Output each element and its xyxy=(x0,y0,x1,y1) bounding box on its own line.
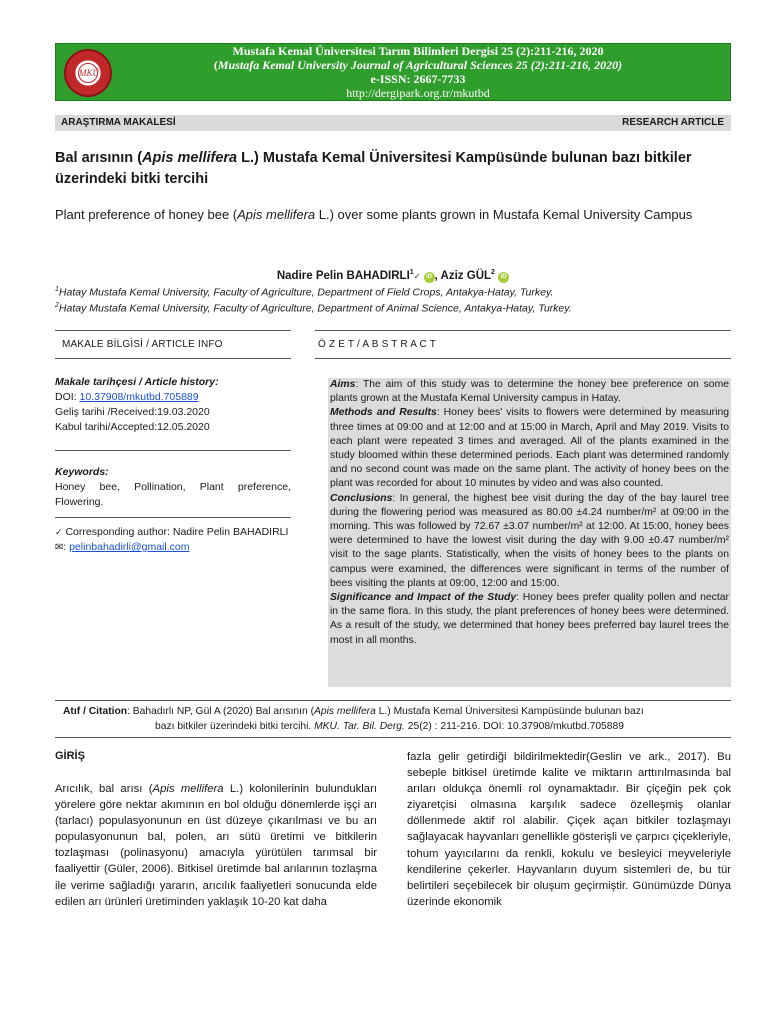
author-name: , Aziz GÜL xyxy=(434,269,492,282)
divider xyxy=(55,700,731,701)
divider xyxy=(55,358,291,359)
abstract-aims: Aims: The aim of this study was to determine the honey bee preference on some plants grown at the Mustafa Kemal University campus in Hatay. xyxy=(330,379,729,405)
history-label: Makale tarihçesi / Article history: xyxy=(55,376,219,388)
abstract-significance: Significance and Impact of the Study: Honey bees prefer quality pollen and nectar in the same flora. In this study, the plant preferences of honey bees were determined. As a result of the study, we determined that honey bees preferred bay laurel trees the most in all months. xyxy=(330,592,729,646)
university-logo: MKÜ xyxy=(64,49,112,97)
title-turkish: Bal arısının (Apis mellifera L.) Mustafa Kemal Üniversitesi Kampüsünde bulunan bazı bitkiler üzerindeki bitki tercihi xyxy=(55,150,692,187)
keywords-label: Keywords: xyxy=(55,466,109,478)
corresponding-author: Corresponding author: Nadire Pelin BAHADIRLI xyxy=(65,526,289,538)
email-link[interactable]: pelinbahadirli@gmail.com xyxy=(69,541,190,553)
journal-issn: e-ISSN: 2667-7733 xyxy=(370,72,466,86)
author-list: Nadire Pelin BAHADIRLI$^1$✓ iD , Aziz GÜL$^2$ iD xyxy=(55,265,731,285)
keywords: Honey bee, Pollination, Plant preference, Flowering. xyxy=(55,481,291,508)
section-heading-introduction: GİRİŞ xyxy=(55,750,85,762)
abstract-methods: Methods and Results: Honey bees' visits to flowers were determined by measuring three times at 09:00 and at 12:00 and at 15:00 in March, April and May 2019. Visits to each plant were repeated 3 times and averaged. All of the plants examined in the study bloomed within these determined periods. Each plant was determined randomly and no second count was made on the same plant. The activity of honey bees on the plant was recorded for about 10 minutes by video and was also counted. xyxy=(330,407,729,490)
orcid-icon[interactable]: iD xyxy=(498,272,509,283)
doi-link[interactable]: 10.37908/mkutbd.705889 xyxy=(79,391,199,403)
affiliation-1: $^1$Hatay Mustafa Kemal University, Faculty of Agriculture, Department of Field Crops, Antakya-Hatay, Turkey. xyxy=(55,286,554,299)
accepted-date: Kabul tarihi/Accepted:12.05.2020 xyxy=(55,421,210,433)
citation: Atıf / Citation: Bahadırlı NP, Gül A (2020) Bal arısının (Apis mellifera L.) Mustafa Kemal Üniversitesi Kampüsünde bulunan bazı bazı bitkiler üzerindeki bitki tercihi. MKU. Tar. Bil. Derg. 25(2) : 211-216. DOI: 10.37908/mkutbd.705889 xyxy=(63,706,644,732)
body-paragraph-left: Arıcılık, bal arısı (Apis mellifera L.) kolonilerinin bulundukları yörelere göre nektar akımının en bol olduğu dönemlerde işçi arı (tarlacı) populasyonunun en üst düzeye çıkarılması ve bu arı populasyonunun bal, polen, arı sütü üretimi ve bitkilerin tozlaşması (polinasyonu) amacıyla yürütülen tarımsal bir faaliyettir (Güler, 2006). Bitkisel üretimde bal arılarının tozlaşma ile verime sağladığı yararın, arıcılık faaliyetleri sonucunda elde edilen arı ürünleri üretiminden yaklaşık 10-20 kat daha xyxy=(55,783,377,908)
correspondence-block xyxy=(55,525,291,555)
article-type-tr: ARAŞTIRMA MAKALESİ xyxy=(61,117,176,128)
divider xyxy=(55,517,291,518)
journal-header-banner xyxy=(55,43,731,101)
title-english: Plant preference of honey bee (Apis mellifera L.) over some plants grown in Mustafa Kemal University Campus xyxy=(55,207,693,222)
orcid-icon[interactable]: iD xyxy=(424,272,435,283)
envelope-icon: ✉: xyxy=(55,542,67,553)
author-name: Nadire Pelin BAHADIRLI xyxy=(276,269,410,282)
article-info: Makale tarihçesi / Article history: DOI: 10.37908/mkutbd.705889 Geliş tarihi /Received:19.03.2020 Kabul tarihi/Accepted:12.05.2020 xyxy=(55,375,291,435)
affiliation-2: $^2$Hatay Mustafa Kemal University, Faculty of Agriculture, Department of Animal Science, Antakya-Hatay, Turkey. xyxy=(55,302,572,315)
abstract-conclusions: Conclusions: In general, the highest bee visit during the day of the bay laurel tree during the flowering period was measured as 80.00 ±4.24 number/m² at 09:00 in the morning. This was followed by 72.67 ±3.07 number/m² at 12:00. At 15:00, honey bees were determined to have the lowest visit during the day with 9.00 ±0.47 number/m² visit to the sage plants. Statistically, when the visits of honey bees to the plants on campus were examined, the differences were significant in terms of the number of bees visiting the plants at 09:00, 12:00 and 15:00. xyxy=(330,492,729,589)
keywords-block xyxy=(55,465,291,510)
divider xyxy=(315,330,731,331)
journal-title-en: (Mustafa Kemal University Journal of Agricultural Sciences 25 (2):211-216, 2020) xyxy=(213,58,623,72)
pen-icon: ✓ xyxy=(55,527,63,537)
divider xyxy=(315,358,731,359)
abstract-heading: Ö Z E T / A B S T R A C T xyxy=(318,339,437,350)
received-date: Geliş tarihi /Received:19.03.2020 xyxy=(55,406,210,418)
divider xyxy=(55,450,291,451)
article-info-heading: MAKALE BİLGİSİ / ARTICLE INFO xyxy=(62,339,223,350)
divider xyxy=(55,330,291,331)
divider xyxy=(55,737,731,738)
article-type-bar xyxy=(55,115,731,131)
journal-title-tr: Mustafa Kemal Üniversitesi Tarım Bilimleri Dergisi 25 (2):211-216, 2020 xyxy=(232,44,604,58)
journal-url[interactable]: http://dergipark.org.tr/mkutbd xyxy=(346,86,490,100)
body-paragraph-right: fazla gelir getirdiği bildirilmektedir(Geslin ve ark., 2017). Bu sebeple bitkisel üretimde kalite ve miktarın arttırılmasında bal arıları oldukça önemli rol oynamaktadır. Bir çiçeğin pek çok ziyaretçisi olmasına karşılık sadece özelleşmiş olanlar döllenmede aktif rol alabilir. Çiçek açan bitkiler tozlaşmayı sağlayacak hayvanları genellikle gösterişli ve çarpıcı çiçekleriyle, tohum yayıcılarını da renkli, kokulu ve besleyici meyveleriyle kendilerine çekerler. Hayvanların duyum sistemleri de, bu tür belirtileri seçebilecek bir oluşum geçirmiştir. Günümüzde Dünya üzerinde ekonomik xyxy=(407,751,731,908)
article-type-en: RESEARCH ARTICLE xyxy=(622,117,724,128)
abstract-box xyxy=(328,378,731,687)
